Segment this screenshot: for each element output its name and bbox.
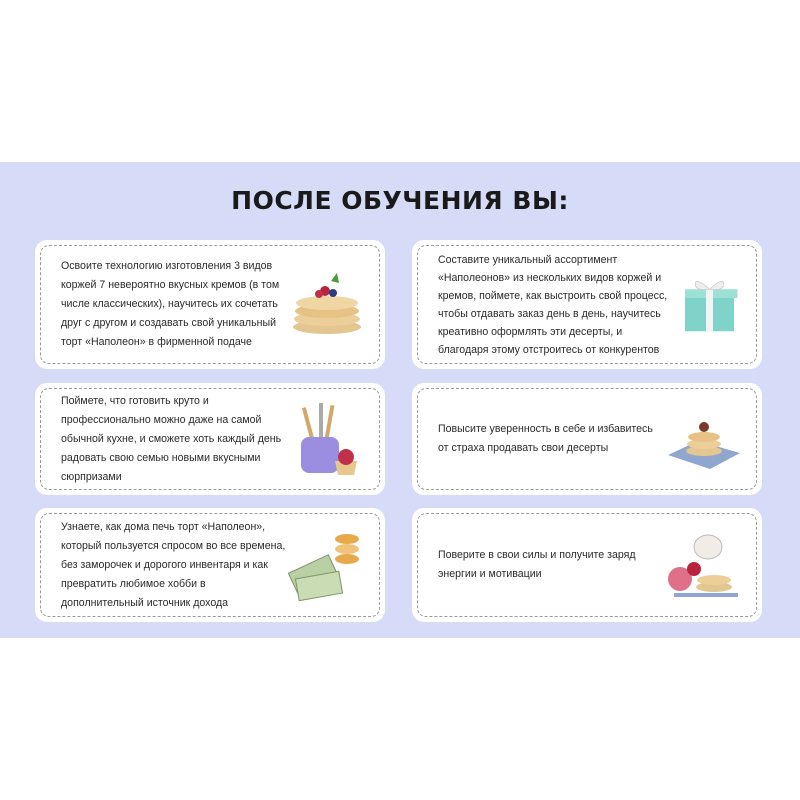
gift-box-icon <box>678 270 748 340</box>
benefit-card <box>35 508 385 622</box>
benefit-card <box>412 383 762 495</box>
pancake-stack-icon <box>287 265 367 345</box>
benefit-text: Освоите технологию изготовления 3 видов коржей 7 невероятно вкусных кремов (в том числе классических), научитесь их сочетать друг с другом и создавать свой уникальный торт «Наполеон» в фирменной подаче <box>61 260 280 348</box>
benefit-text: Поймете, что готовить круто и профессионально можно даже на самой обычной кухне, и сможете хоть каждый день радовать свою семью новыми вкусными сюрпризами <box>61 394 282 483</box>
section-title: ПОСЛЕ ОБУЧЕНИЯ ВЫ: <box>231 186 569 215</box>
tea-and-cake-icon <box>664 525 744 605</box>
benefit-card <box>412 240 762 369</box>
benefit-card <box>412 508 762 622</box>
benefit-card <box>35 383 385 495</box>
money-icon <box>287 525 367 605</box>
benefit-text: Узнаете, как дома печь торт «Наполеон», который пользуется спросом во все времена, без заморочек и дорогого инвентаря и как превратить любимое хобби в дополнительный источник дохода <box>61 520 286 609</box>
benefit-text: Повысите уверенность в себе и избавитесь от страха продавать свои десерты <box>438 423 653 454</box>
benefit-card <box>35 240 385 369</box>
cake-on-napkin-icon <box>664 399 744 479</box>
benefit-text: Составите уникальный ассортимент «Наполеонов» из нескольких видов коржей и кремов, поймете, как выстроить свой процесс, чтобы отдавать заказ день в день, научитесь креативно оформлять эти десерты, и благодаря этому отстроитесь от конкурентов <box>438 253 668 356</box>
benefit-text: Поверите в свои силы и получите заряд энергии и мотивации <box>438 549 636 580</box>
kitchen-utensils-icon <box>287 399 367 479</box>
